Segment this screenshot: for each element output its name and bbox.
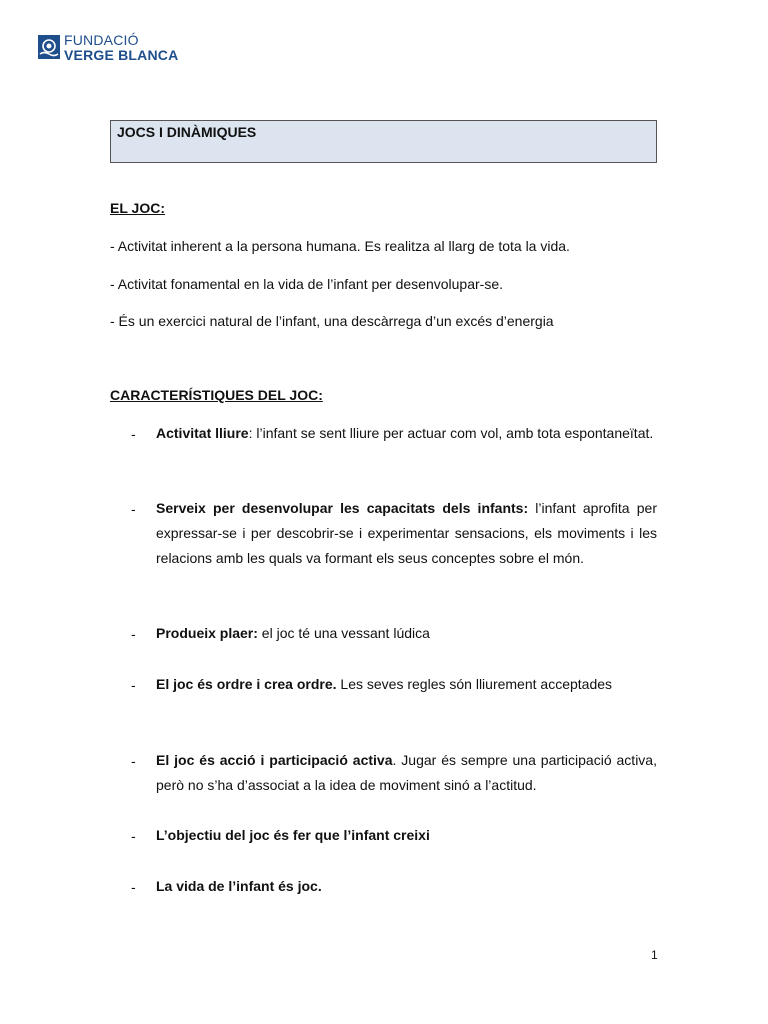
foundation-logo-icon	[38, 35, 60, 59]
list-item	[156, 496, 657, 571]
page-number: 1	[651, 948, 658, 962]
logo-text-line2: VERGE BLANCA	[64, 46, 179, 63]
logo	[38, 33, 178, 61]
list-bullet: -	[131, 426, 136, 442]
list-item-text: : l’infant se sent lliure per actuar com vol, amb tota espontaneïtat.	[248, 425, 654, 441]
list-item-text: . Jugar és sempre una participació activa, però no s’ha d’associat a la idea de moviment sinó a l’actitud.	[156, 752, 657, 793]
section-heading-caracteristiques: CARACTERÍSTIQUES DEL JOC:	[110, 387, 323, 403]
logo-text-line1: FUNDACIÓ	[64, 31, 139, 48]
list-item-bold: La vida de l’infant és joc.	[156, 878, 322, 894]
list-item-bold: El joc és ordre i crea ordre.	[156, 676, 337, 692]
list-item: - És un exercici natural de l’infant, una descàrrega d’un excés d’energia	[110, 313, 554, 329]
list-item: - Activitat fonamental en la vida de l’infant per desenvolupar-se.	[110, 276, 504, 292]
list-item-bold: Activitat lliure	[156, 425, 249, 441]
list-item	[156, 672, 657, 697]
document-title: JOCS I DINÀMIQUES	[110, 120, 657, 163]
list-bullet: -	[131, 501, 136, 517]
list-item	[156, 874, 657, 899]
section-heading-el-joc: EL JOC:	[110, 200, 165, 216]
list-item: - Activitat inherent a la persona humana. Es realitza al llarg de tota la vida.	[110, 238, 570, 254]
list-item	[156, 421, 657, 446]
list-item-text: Les seves regles són lliurement acceptades	[336, 676, 613, 692]
list-item	[156, 748, 657, 798]
list-bullet: -	[131, 879, 136, 895]
list-item-text: l’infant aprofita per expressar-se i per descobrir-se i experimentar sensacions, els moviments i les relacions amb les quals va formant els seus conceptes sobre el món.	[156, 500, 657, 566]
list-item-bold: L’objectiu del joc és fer que l’infant creixi	[156, 827, 430, 843]
list-item-bold: Produeix plaer:	[156, 625, 258, 641]
list-item-text: el joc té una vessant lúdica	[257, 625, 430, 641]
list-item	[156, 823, 657, 848]
list-bullet: -	[131, 753, 136, 769]
list-bullet: -	[131, 677, 136, 693]
list-bullet: -	[131, 828, 136, 844]
list-item-bold: Serveix per desenvolupar les capacitats dels infants:	[156, 500, 529, 516]
list-item-bold: El joc és acció i participació activa	[156, 752, 393, 768]
list-item	[156, 621, 657, 646]
list-bullet: -	[131, 626, 136, 642]
